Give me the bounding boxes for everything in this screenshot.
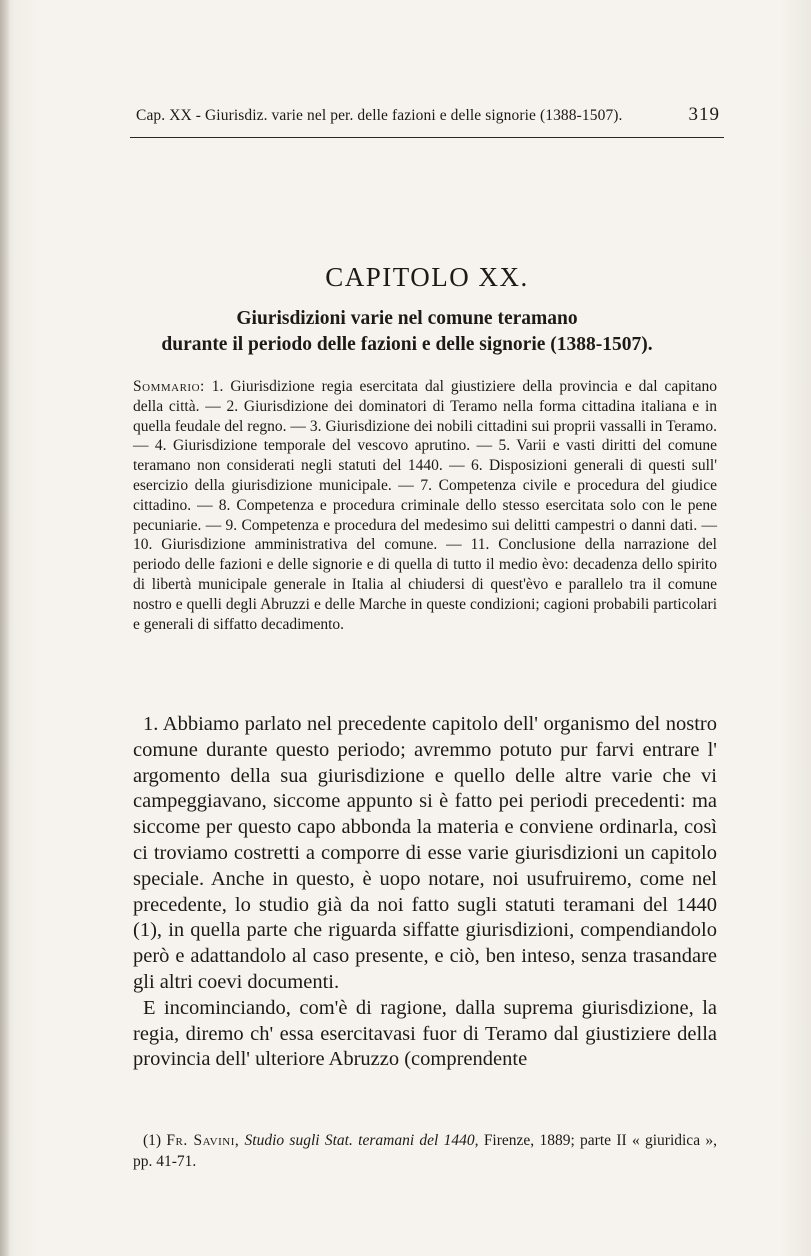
running-head	[136, 104, 720, 126]
paragraph-1: 1. Abbiamo parlato nel precedente capitolo dell' organismo del nostro comune durante questo periodo; avremmo potuto pur farvi entrare l' argomento della sua giurisdizione e quello delle altre varie che vi campeggiavano, siccome appunto si è fatto pei periodi precedenti: ma siccome per questo capo abbonda la materia e conviene ordinarla, così ci troviamo costretti a comporre di esse varie giurisdizioni un capitolo speciale. Anche in questo, è uopo notare, noi usufruiremo, come nel precedente, lo studio già da noi fatto sugli statuti teramani del 1440 (1), in quella parte che riguarda siffatte giurisdizioni, compendiandolo però e adattandolo al caso presente, e ciò, ben inteso, senza trasandare gli altri coevi documenti.	[133, 713, 717, 993]
header-rule	[130, 137, 724, 138]
chapter-subtitle	[110, 306, 704, 358]
summary-label: Sommario:	[133, 378, 205, 395]
running-head-text: Cap. XX - Giurisdiz. varie nel per. delle fazioni e delle signorie (1388-1507).	[136, 107, 623, 124]
page-number: 319	[688, 104, 720, 125]
paragraph-2: E incominciando, com'è di ragione, dalla suprema giurisdizione, la regia, diremo ch' essa esercitavasi fuor di Teramo dal giustiziere della provincia dell' ulteriore Abruzzo (comprendente	[133, 996, 717, 1071]
footnote	[133, 1130, 717, 1172]
body-text	[133, 712, 717, 1073]
summary-text: 1. Giurisdizione regia esercitata dal giustiziere della provincia e dal capitano della città. — 2. Giurisdizione dei dominatori di Teramo nella forma cittadina italiana e in quella feudale del regno. — 3. Giurisdizione dei nobili cittadini sui proprii vassalli in Teramo. — 4. Giurisdizione temporale del vescovo aprutino. — 5. Varii e vasti diritti del comune teramano non considerati negli statuti del 1440. — 6. Disposizioni generali di questi sull' esercizio della giurisdizione municipale. — 7. Competenza civile e procedura del giudice cittadino. — 8. Competenza e procedura criminale dello stesso esercitata solo con le pene pecuniarie. — 9. Competenza e procedura del medesimo sui delitti campestri o danni dati. — 10. Giurisdizione amministrativa del comune. — 11. Conclusione della narrazione del periodo delle fazioni e delle signorie e di quella di tutto il medio èvo: decadenza dello spirito di libertà municipale generale in Italia al chiudersi di quest'èvo e parallelo tra il comune nostro e quelli degli Abruzzi e delle Marche in queste condizioni; cagioni probabili particolari e generali di siffatto decadimento.	[133, 378, 718, 633]
footnote-mark: (1)	[143, 1132, 162, 1149]
footnote-title: Studio sugli Stat. teramani del 1440,	[244, 1132, 479, 1149]
chapter-subtitle-line-1: Giurisdizioni varie nel comune teramano	[236, 308, 578, 329]
binding-shadow	[0, 0, 10, 1256]
chapter-title: CAPITOLO XX.	[325, 262, 529, 292]
chapter-subtitle-line-2: durante il periodo delle fazioni e delle signorie (1388-1507).	[161, 334, 653, 355]
footnote-author: Fr. Savini,	[166, 1132, 240, 1149]
chapter-summary	[133, 377, 717, 634]
footnote-rest: Firenze, 1889; parte II « giuridica », pp. 41-71.	[133, 1132, 717, 1170]
